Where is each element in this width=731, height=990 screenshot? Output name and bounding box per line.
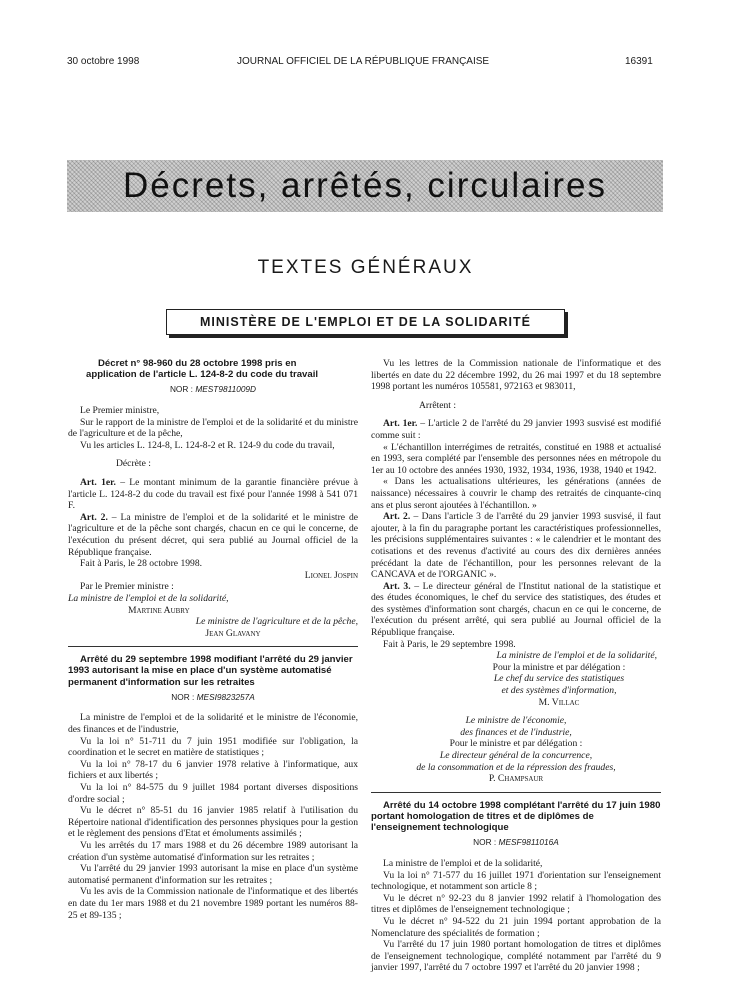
arretent-heading: Arrêtent : <box>419 399 457 411</box>
nor-label: NOR : <box>169 384 193 395</box>
article-label: Art. 1er. <box>383 418 418 430</box>
signatory-title: La ministre de l'emploi et de la solidarité, <box>68 592 229 604</box>
nor-label: NOR : <box>171 691 195 702</box>
nor-reference <box>371 837 661 849</box>
paragraph: Vu la loi n° 71-577 du 16 juillet 1971 d'orientation sur l'enseignement technologique, et notamment son article 8 ; <box>371 869 661 893</box>
header-page-number: 16391 <box>625 56 653 67</box>
article-1 <box>371 418 661 441</box>
signature-block-2 <box>371 715 661 785</box>
article-text: – Le montant minimum de la garantie financière prévue à l'article L. 124-8-2 du code du travail est fixé pour l'année 1998 à 541 071 F. <box>68 476 359 512</box>
section-title: TEXTES GÉNÉRAUX <box>257 257 474 278</box>
banner-title: Décrets, arrêtés, circulaires <box>123 166 607 205</box>
document-separator <box>371 792 661 793</box>
signatory-title: et des systèmes d'information, <box>501 685 617 697</box>
signature-caption: Pour le ministre et par délégation : <box>449 738 583 750</box>
article-text: – La ministre de l'emploi et de la solidarité et le ministre de l'agriculture et de la pêche sont chargés, chacun en ce qui le concerne, de l'exécution du présent décret, qui sera publié au Journal officiel de la République française. <box>68 511 359 558</box>
signatory-title: La ministre de l'emploi et de la solidarité, <box>496 650 657 662</box>
paragraph: Vu la loi n° 78-17 du 6 janvier 1978 relative à l'informatique, aux fichiers et aux libertés ; <box>68 758 358 782</box>
signatory-title: Le ministre de l'agriculture et de la pêche, <box>195 616 358 628</box>
signatory-title: Le chef du service des statistiques <box>493 673 625 685</box>
article-label: Art. 3. <box>383 580 411 592</box>
right-column <box>371 358 661 974</box>
nor-reference <box>68 384 358 396</box>
nor-code: MESI9823257A <box>196 691 255 702</box>
paragraph: Vu l'arrêté du 17 juin 1980 portant homologation de titres et diplômes de l'enseignement technologique, complété notamment par l'arrêté du 9 janvier 1997, l'arrêté du 7 octobre 1997 et l'arrêté du 20 janvier 1998 ; <box>371 939 661 974</box>
signature: M. Villac <box>538 696 580 708</box>
signatory-title: Le directeur général de la concurrence, <box>439 750 593 761</box>
decrete-heading: Décrète : <box>116 458 151 470</box>
signatory-title: Le ministre de l'économie, <box>465 715 567 727</box>
paragraph: La ministre de l'emploi et de la solidarité et le ministre de l'économie, des finances et de l'industrie, <box>68 712 358 736</box>
paragraph: Vu la loi n° 84-575 du 9 juillet 1984 portant diverses dispositions d'ordre social ; <box>68 782 358 805</box>
signatory-title: des finances et de l'industrie, <box>460 726 572 738</box>
signing-date: Fait à Paris, le 28 octobre 1998. <box>80 558 203 570</box>
header-date: 30 octobre 1998 <box>67 56 140 67</box>
article-label: Art. 1er. <box>80 476 116 488</box>
signing-date: Fait à Paris, le 29 septembre 1998. <box>383 638 516 650</box>
nor-code: MEST9811009D <box>195 384 257 395</box>
paragraph: Vu les arrêtés du 17 mars 1988 et du 26 décembre 1989 autorisant la création d'un système automatisé d'information sur les retraites ; <box>68 840 358 863</box>
paragraph: Vu les lettres de la Commission nationale de l'informatique et des libertés en date du 22 décembre 1992, du 26 mai 1997 et du 18 septembre 1998 portant les numéros 105581, 972163 et 983011, <box>371 358 661 393</box>
signature-caption: Par le Premier ministre : <box>80 581 174 593</box>
paragraph: Vu le décret n° 92-23 du 8 janvier 1992 relatif à l'homologation des titres et diplômes de l'enseignement technologique ; <box>371 892 661 916</box>
ministry-heading: MINISTÈRE DE L'EMPLOI ET DE LA SOLIDARITÉ <box>166 309 565 335</box>
left-column <box>68 358 358 921</box>
nor-code: MESF9811016A <box>498 837 559 848</box>
paragraph: Le Premier ministre, <box>80 405 160 416</box>
article-text: – Dans l'article 3 de l'arrêté du 29 janvier 1993 susvisé, il faut ajouter, à la fin du paragraphe portant les caractéristiques professionnelles, les précisions supplémentaires suivantes : « le calendrier et le montant des cotisations et des revenus d'activité au cours des dix dernières années précédant la date de l'échantillon, pour les personnes relevant de la CANCAVA et de l'ORGANIC ». <box>371 511 661 581</box>
quoted-paragraph: « L'échantillon interrégimes de retraités, constitué en 1988 et actualisé en 1993, sera complété par l'ensemble des personnes nées en métropole du 1er au 10 octobre des années 1930, 1932, 1934, 1936, 1938, 1940 et 1942. <box>371 441 661 476</box>
article-text: – L'article 2 de l'arrêté du 29 janvier 1993 susvisé est modifié comme suit : <box>371 418 661 441</box>
section-banner <box>67 160 663 212</box>
nor-reference <box>68 692 358 704</box>
article-label: Art. 2. <box>383 511 411 523</box>
signatory-title: de la consommation et de la répression des fraudes, <box>416 761 616 773</box>
arrete-29-septembre-1998 <box>68 654 358 921</box>
article-text: – Le directeur général de l'Institut national de la statistique et des études économiques, le chef du service des statistiques, des études et des systèmes d'information sont chargés, chacun en ce qui le concerne, de l'exécution du présent arrêté, qui sera publié au Journal officiel de la République française. <box>371 580 662 639</box>
signature: Jean Glavany <box>205 627 261 639</box>
document-title: Arrêté du 29 septembre 1998 modifiant l'arrêté du 29 janvier 1993 autorisant la mise en place d'un système automatisé permanent d'information sur les retraites <box>68 654 353 688</box>
paragraph: Vu les avis de la Commission nationale de l'informatique et des libertés en date du 1er mars 1988 et du 21 novembre 1989 portant les numéros 88-25 et 89-135 ; <box>68 886 358 921</box>
paragraph: Vu les articles L. 124-8, L. 124-8-2 et R. 124-9 du code du travail, <box>80 439 335 451</box>
quoted-paragraph: « Dans les actualisations ultérieures, les générations (années de naissance) nécessaires à couvrir le champ des retraités de cinquante-cinq ans et plus seront ajoutées à l'échantillon. » <box>371 476 661 511</box>
paragraph: Vu la loi n° 51-711 du 7 juin 1951 modifiée sur l'obligation, la coordination et le secret en matière de statistiques ; <box>68 735 358 759</box>
nor-label: NOR : <box>473 837 497 848</box>
signature: P. Champsaur <box>488 773 544 785</box>
paragraph: Vu le décret n° 94-522 du 21 juin 1994 portant approbation de la Nomenclature des spécialités de formation ; <box>371 915 661 939</box>
document-title: Arrêté du 14 octobre 1998 complétant l'arrêté du 17 juin 1980 portant homologation de titres et de diplômes de l'enseignement technologique <box>371 799 661 834</box>
signature-block-1 <box>371 650 661 708</box>
paragraph: La ministre de l'emploi et de la solidarité, <box>383 857 543 869</box>
arrete-14-octobre-1998 <box>371 800 661 974</box>
document-separator <box>68 646 358 647</box>
article-2 <box>371 511 661 581</box>
paragraph: Sur le rapport de la ministre de l'emploi et de la solidarité et du ministre de l'agriculture et de la pêche, <box>68 416 358 440</box>
signature: Lionel Jospin <box>304 569 358 581</box>
article-2 <box>68 512 358 558</box>
decree-98-960 <box>68 358 358 639</box>
paragraph: Vu le décret n° 85-51 du 16 janvier 1985 relatif à l'utilisation du Répertoire national d'identification des personnes physiques pour la gestion et le règlement des pensions d'Etat et émoluments assimilés ; <box>68 805 359 840</box>
signature-caption: Pour la ministre et par délégation : <box>492 661 626 673</box>
arrete-29-septembre-1998-continued <box>371 358 661 785</box>
header-journal-title: JOURNAL OFFICIEL DE LA RÉPUBLIQUE FRANÇAISE <box>237 56 490 67</box>
article-1 <box>68 477 358 512</box>
paragraph: Vu l'arrêté du 29 janvier 1993 autorisant la mise en place d'un système automatisé permanent d'information sur les retraites ; <box>68 863 358 886</box>
signature: Martine Aubry <box>128 604 190 616</box>
document-title: Décret n° 98-960 du 28 octobre 1998 pris en application de l'article L. 124-8-2 du code du travail <box>86 358 319 381</box>
article-3 <box>371 581 661 639</box>
article-label: Art. 2. <box>80 511 108 523</box>
